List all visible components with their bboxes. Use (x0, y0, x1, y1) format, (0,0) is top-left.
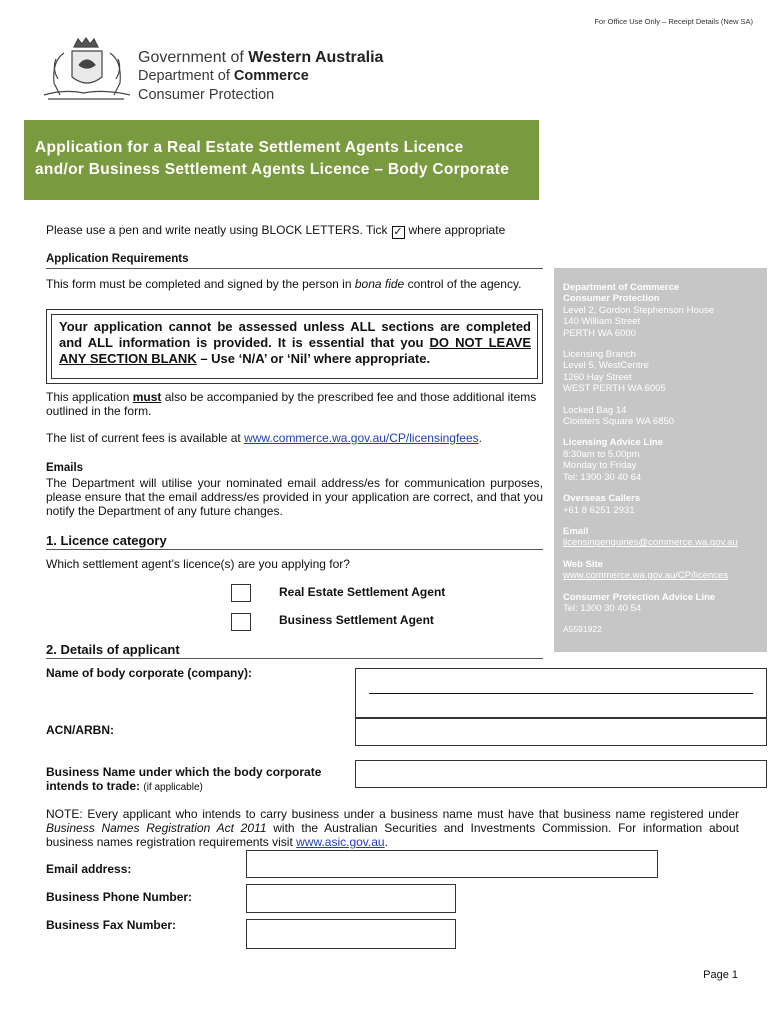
email-address-field[interactable] (246, 850, 658, 878)
requirements-paragraph-2: This application must also be accompanied by the prescribed fee and those additional items outlined in the form. (46, 390, 537, 418)
warning-text: Your application cannot be assessed unless ALL sections are completed and ALL information is provided. It is essential that you DO NOT LEAVE ANY SECTION BLANK – Use ‘N/A’ or ‘Nil’ where appropriate. (51, 314, 538, 379)
phone-field[interactable] (246, 884, 456, 913)
requirements-paragraph-1: This form must be completed and signed by the person in bona fide control of the agency. (46, 277, 522, 291)
acn-label: ACN/ARBN: (46, 723, 114, 737)
divider (46, 658, 543, 659)
sidebar-cp-advice: Consumer Protection Advice Line Tel: 1300 30 40 54 (563, 591, 716, 614)
sidebar-web-link[interactable]: www.commerce.wa.gov.au/CP/licences (563, 570, 729, 582)
business-name-field[interactable] (355, 760, 767, 788)
divider (46, 549, 543, 550)
section-2-title: 2. Details of applicant (46, 642, 180, 657)
emails-heading: Emails (46, 462, 84, 474)
sidebar-website: Web Site www.commerce.wa.gov.au/CP/licences (563, 559, 761, 582)
fax-label: Business Fax Number: (46, 918, 177, 932)
business-name-note: NOTE: Every applicant who intends to carry business under a business name must have that business name registered under Business Names Registration Act 2011 with the Australian Securities and Investments Commission. For information about business names registration requirements visit www.asic.gov.au. (46, 807, 740, 849)
warning-box (46, 309, 543, 384)
sidebar-licensing-branch: Licensing Branch Level 5, WestCentre 1260 Hay Street WEST PERTH WA 6005 (563, 349, 666, 395)
wa-coat-of-arms-logo (34, 33, 134, 103)
phone-label: Business Phone Number: (46, 890, 193, 904)
asic-link[interactable]: www.asic.gov.au (296, 835, 385, 849)
requirements-heading: Application Requirements (46, 253, 189, 265)
sidebar-email-link[interactable]: licensingenquiries@commerce.wa.gov.au (563, 537, 738, 549)
intro-instruction: Please use a pen and write neatly using BLOCK LETTERS. Tick ✓ where appropriate (46, 223, 506, 238)
emails-paragraph: The Department will utilise your nominated email address/es for communication purposes, please ensure that the email address/es provided in your application are correct, and that you notify the Department of any future changes. (46, 476, 543, 518)
business-agent-label: Business Settlement Agent (279, 613, 434, 627)
fees-paragraph: The list of current fees is available at www.commerce.wa.gov.au/CP/licensingfees. (46, 431, 482, 445)
company-name-field[interactable] (355, 668, 767, 718)
email-address-label: Email address: (46, 862, 132, 876)
business-name-label: Business Name under which the body corporate intends to trade: (if applicable) (46, 765, 322, 793)
sidebar-advice-line: Licensing Advice Line 8:30am to 5.00pm Monday to Friday Tel: 1300 30 40 64 (563, 437, 663, 483)
sidebar-overseas: Overseas Callers +61 8 6251 2931 (563, 493, 641, 516)
acn-field[interactable] (355, 718, 767, 746)
sidebar-postal: Locked Bag 14 Cloisters Square WA 6850 (563, 404, 675, 428)
form-title-line2: and/or Business Settlement Agents Licence – Body Corporate (35, 161, 510, 178)
real-estate-agent-checkbox[interactable] (231, 584, 251, 602)
tick-icon: ✓ (393, 226, 403, 238)
document-code: A5591922 (563, 624, 602, 635)
company-name-label: Name of body corporate (company): (46, 666, 253, 680)
fax-field[interactable] (246, 919, 456, 949)
contact-sidebar (554, 268, 767, 652)
divider (46, 268, 543, 269)
business-agent-checkbox[interactable] (231, 613, 251, 631)
organisation-name: Government of Western Australia Department of Commerce Consumer Protection (138, 49, 384, 103)
fees-link[interactable]: www.commerce.wa.gov.au/CP/licensingfees (244, 431, 479, 445)
form-title-line1: Application for a Real Estate Settlement Agents Licence (35, 139, 464, 156)
section-1-title: 1. Licence category (46, 533, 167, 548)
office-use-label: For Office Use Only – Receipt Details (New SA) (594, 17, 753, 26)
sidebar-address: Department of Commerce Consumer Protection Level 2, Gordon Stephenson House 140 William Street PERTH WA 6000 (563, 282, 715, 339)
sidebar-email: Email licensingenquiries@commerce.wa.gov.au (563, 526, 761, 549)
page-number: Page 1 (703, 969, 738, 981)
company-name-line (369, 693, 753, 694)
form-title-banner (24, 120, 539, 200)
real-estate-agent-label: Real Estate Settlement Agent (279, 585, 446, 599)
licence-question: Which settlement agent’s licence(s) are you applying for? (46, 557, 350, 571)
